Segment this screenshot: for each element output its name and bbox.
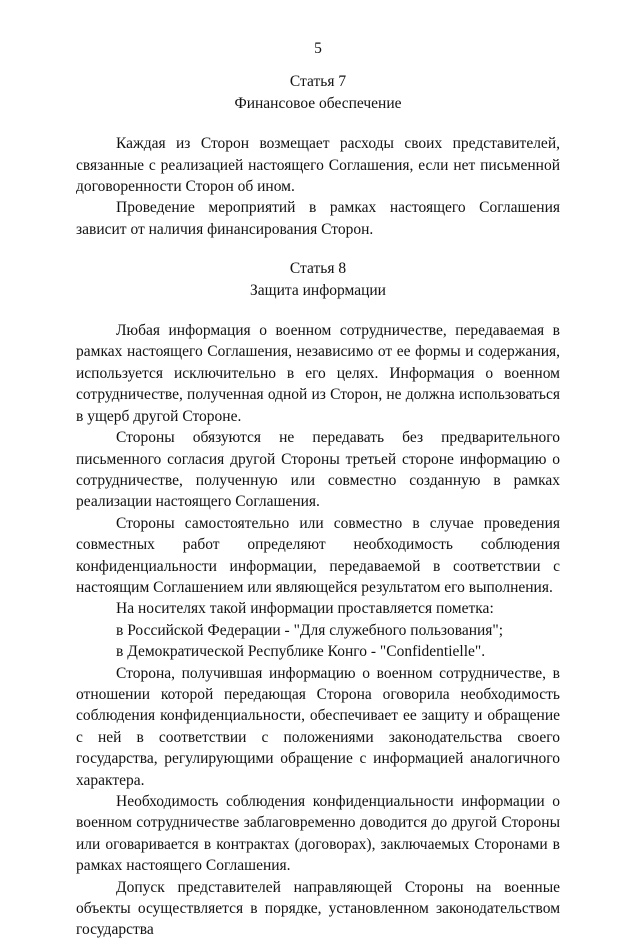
article-8-paragraph-5: в Российской Федерации - "Для служебного пользования"; (116, 621, 504, 639)
article-8-paragraph-8: Необходимость соблюдения конфиденциальности информации о военном сотрудничестве заблаговременно доводится до другой Стороны или оговаривается в контрактах (договорах), заключаемых Сторонами в рамках настоящего Соглашения. (76, 793, 560, 875)
article-8-paragraph-6: в Демократической Республике Конго - "Confidentielle". (116, 643, 486, 661)
article-7 (76, 71, 560, 240)
article-8 (76, 258, 560, 941)
article-7-title: Финансовое обеспечение (234, 94, 402, 112)
article-8-number: Статья 8 (289, 260, 347, 278)
page-number: 5 (314, 40, 322, 57)
article-7-number: Статья 7 (289, 73, 347, 91)
article-8-paragraph-7: Сторона, получившая информацию о военном сотрудничестве, в отношении которой передающая Сторона оговорила необходимость соблюдения конфиденциальности, обеспечивает ее защиту и обращение с ней в соответствии с положениями законодательства своего государства, регулирующими обращение с информацией аналогичного характера. (76, 664, 560, 789)
article-8-paragraph-2: Стороны обязуются не передавать без предварительного письменного согласия другой Стороны третьей стороне информацию о сотрудничестве, полученную или совместно созданную в рамках реализации настоящего Соглашения. (76, 429, 560, 511)
article-8-paragraph-1: Любая информация о военном сотрудничестве, передаваемая в рамках настоящего Соглашения, независимо от ее формы и содержания, используется исключительно в его целях. Информация о военном сотрудничестве, полученная одной из Сторон, не должна использоваться в ущерб другой Стороне. (76, 322, 560, 425)
article-8-title: Защита информации (250, 281, 386, 299)
article-8-paragraph-3: Стороны самостоятельно или совместно в случае проведения совместных работ определяют необходимость соблюдения конфиденциальности информации, передаваемой в соответствии с настоящим Соглашением или являющейся результатом его выполнения. (76, 514, 560, 596)
heading-spacer (76, 114, 560, 133)
article-7-paragraph-2: Проведение мероприятий в рамках настоящего Соглашения зависит от наличия финансирования Сторон. (76, 199, 560, 238)
heading-spacer (76, 301, 560, 320)
article-7-paragraph-1: Каждая из Сторон возмещает расходы своих представителей, связанные с реализацией настоящего Соглашения, если нет письменной договоренности Сторон об ином. (76, 135, 560, 196)
article-8-paragraph-9: Допуск представителей направляющей Стороны на военные объекты осуществляется в порядке, установленном законодательством государства (76, 878, 560, 939)
article-8-paragraph-4: На носителях такой информации проставляется пометка: (116, 600, 494, 618)
